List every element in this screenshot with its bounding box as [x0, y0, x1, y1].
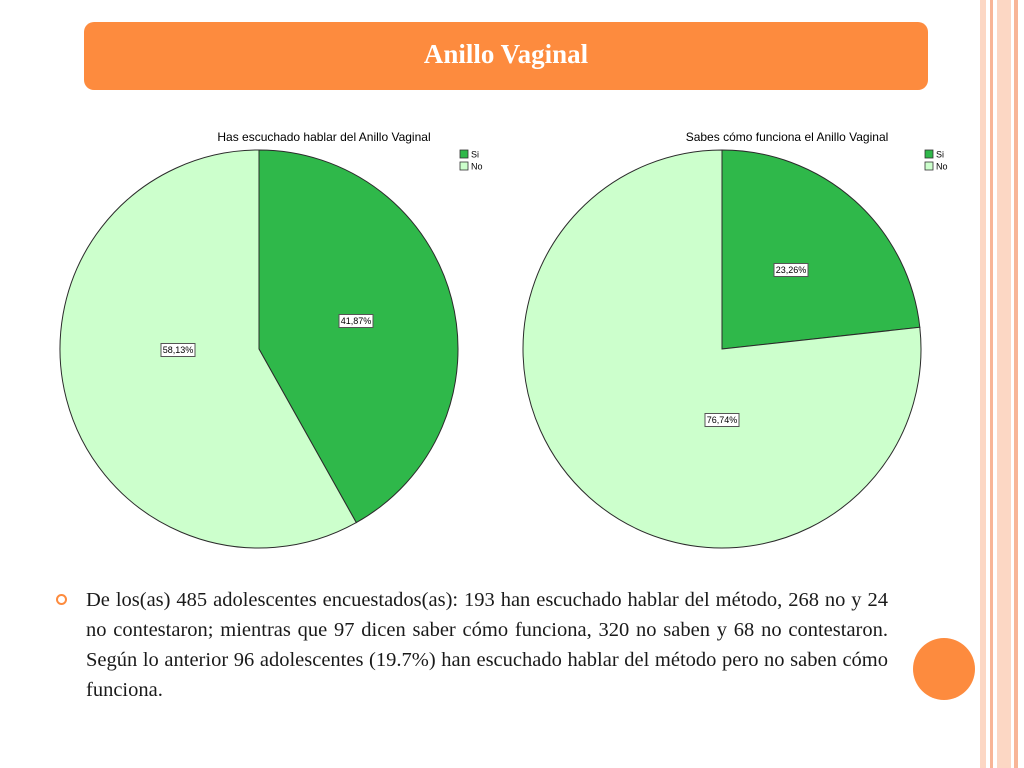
legend-label-si: Si: [936, 149, 945, 160]
bullet-icon: [56, 594, 67, 605]
data-label: 58,13%: [162, 345, 194, 355]
legend-label-no: No: [471, 161, 483, 172]
data-label: 76,74%: [706, 415, 738, 425]
chart-title: Sabes cómo funciona el Anillo Vaginal: [685, 130, 889, 144]
chart-title: Has escuchado hablar del Anillo Vaginal: [217, 130, 431, 144]
legend-label-si: Si: [471, 149, 480, 160]
legend-swatch-no: [460, 162, 468, 170]
legend-swatch-si: [460, 150, 468, 158]
legend-swatch-si: [925, 150, 933, 158]
decor-circle: [913, 638, 975, 700]
summary-paragraph: De los(as) 485 adolescentes encuestados(as): 193 han escuchado hablar del método, 268 no y 24 no contestaron; mientras que 97 dicen saber cómo funciona, 320 no saben y 68 no contestaron. Según lo anterior 96 adolescentes (19.7%) han escuchado hablar del método pero no saben cómo funciona.: [86, 589, 888, 701]
slide-title: Anillo Vaginal: [423, 38, 589, 69]
pie-chart-1: [60, 130, 483, 548]
pie-slice-si: [722, 150, 920, 349]
pie-chart-2: [523, 130, 948, 548]
legend-swatch-no: [925, 162, 933, 170]
data-label: 41,87%: [340, 316, 372, 326]
legend-label-no: No: [936, 161, 948, 172]
data-label: 23,26%: [775, 265, 807, 275]
